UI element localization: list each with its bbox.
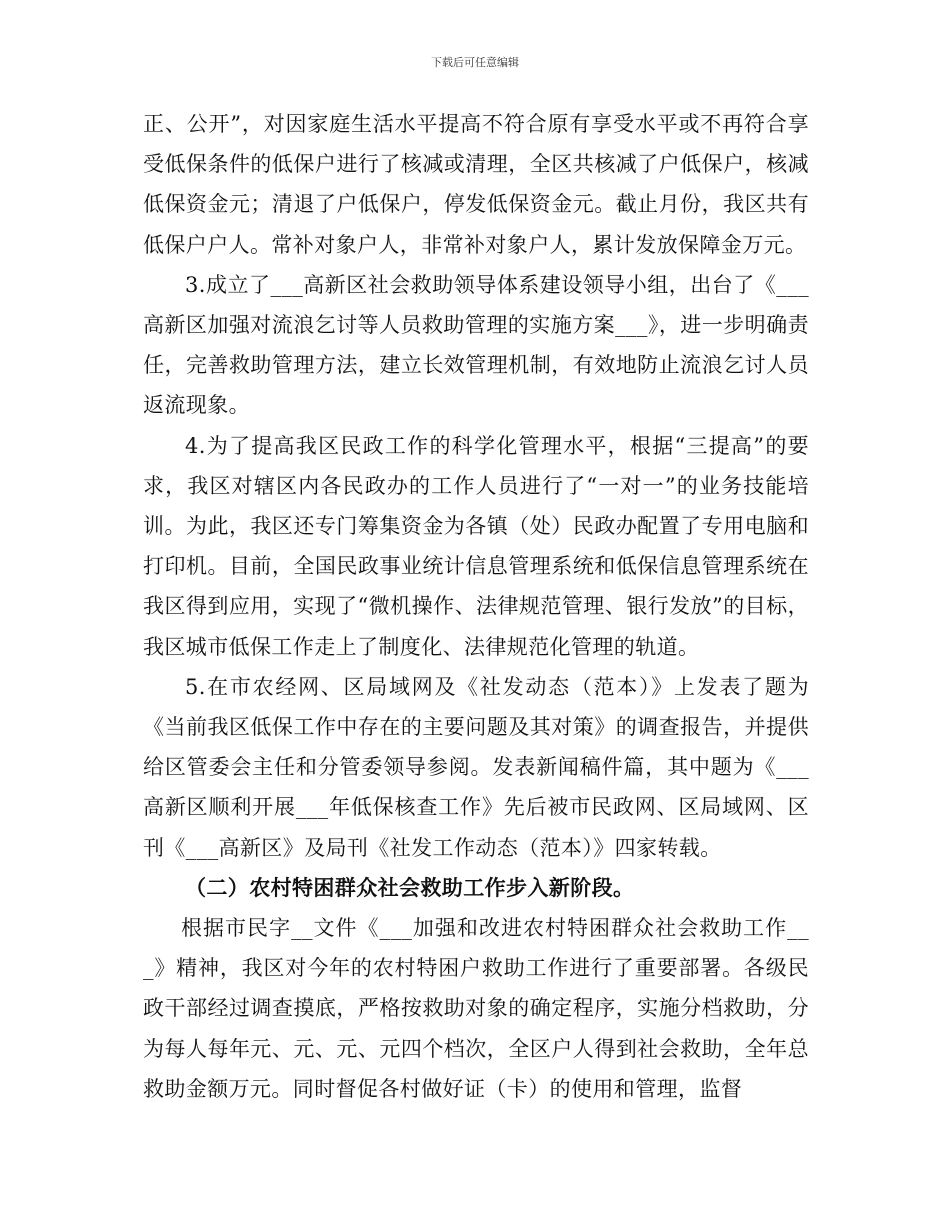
paragraph-item-5: 5.在市农经网、区局域网及《社发动态（范本）》上发表了题为《当前我区低保工作中存在的主要问题及其对策》的调查报告，并提供给区管委会主任和分管委领导参阅。发表新闻稿件篇，其中题为《___高新区顺利开展___年低保核查工作》先后被市民政网、区局域网、区刊《___高新区》及局刊《社发工作动态（范本）》四家转载。: [143, 674, 809, 860]
paragraph-continuation: 正、公开”，对因家庭生活水平提高不符合原有享受水平或不再符合享受低保条件的低保户进行了核减或清理，全区共核减了户低保户，核减低保资金元；清退了户低保户，停发低保资金元。截止月份，我区共有低保户户人。常补对象户人，非常补对象户人，累计发放保障金万元。: [143, 112, 809, 257]
section-heading: （二）农村特困群众社会救助工作步入新阶段。: [185, 874, 635, 900]
document-body: [143, 104, 809, 1109]
paragraph-rural-aid: 根据市民字__文件《___加强和改进农村特困群众社会救助工作___》精神，我区对今年的农村特困户救助工作进行了重要部署。各级民政干部经过调查摸底，严格按救助对象的确定程序，实施分档救助，分为每人每年元、元、元、元四个档次，全区户人得到社会救助，全年总救助金额万元。同时督促各村做好证（卡）的使用和管理，监督: [143, 916, 809, 1101]
page-header-note: 下载后可任意编辑: [431, 56, 519, 69]
paragraph-item-3: 3.成立了___高新区社会救助领导体系建设领导小组，出台了《___高新区加强对流浪乞讨等人员救助管理的实施方案___》，进一步明确责任，完善救助管理方法，建立长效管理机制，有效地防止流浪乞讨人员返流现象。: [143, 272, 809, 418]
paragraph-item-4: 4.为了提高我区民政工作的科学化管理水平，根据“三提高”的要求，我区对辖区内各民政办的工作人员进行了“一对一”的业务技能培训。为此，我区还专门筹集资金为各镇（处）民政办配置了专用电脑和打印机。目前，全国民政事业统计信息管理系统和低保信息管理系统在我区得到应用，实现了“微机操作、法律规范管理、银行发放”的目标，我区城市低保工作走上了制度化、法律规范化管理的轨道。: [143, 433, 809, 659]
